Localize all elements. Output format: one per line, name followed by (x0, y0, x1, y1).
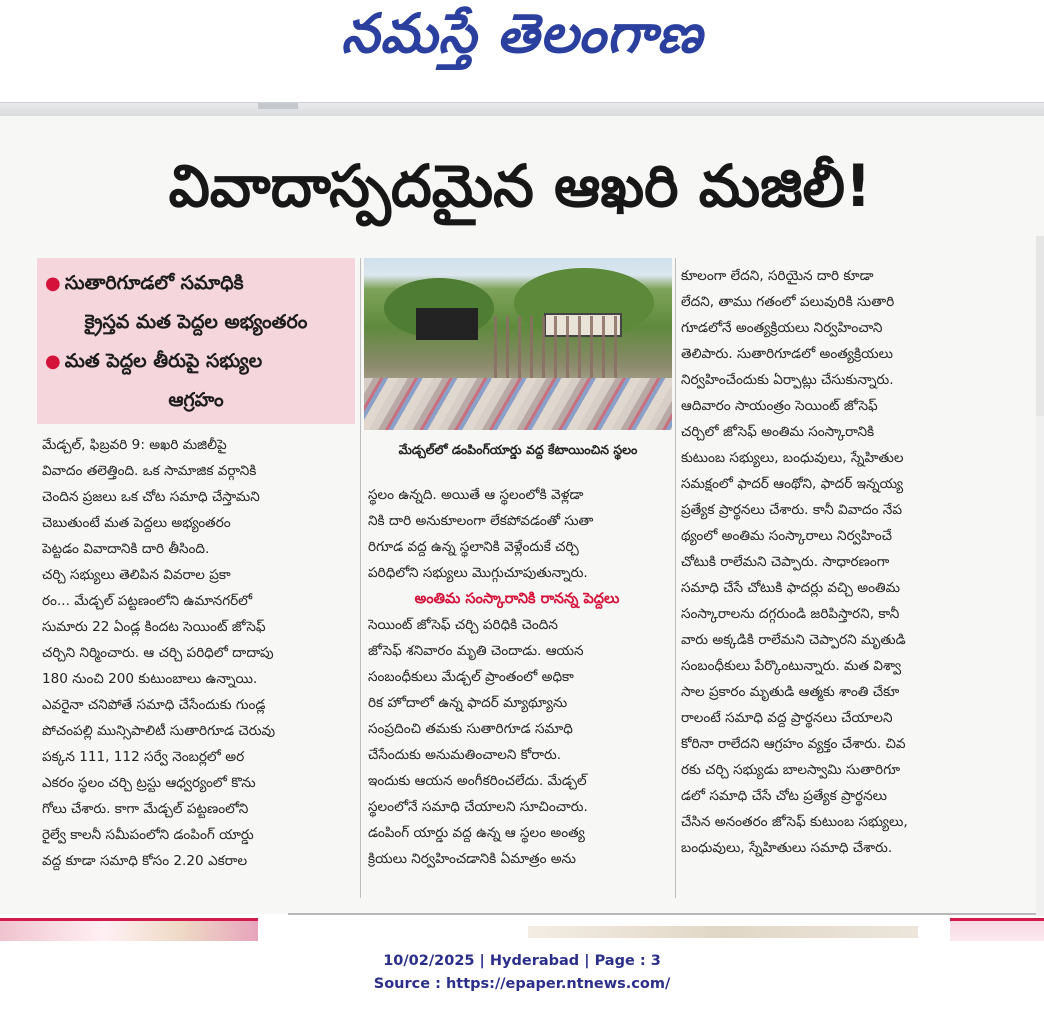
text-line: డలో సమాధి చేసే చోట ప్రత్యేక ప్రార్థనలు (681, 788, 887, 804)
bullet-icon: ● (45, 273, 61, 294)
newspaper-logo: నమస్తే తెలంగాణ (341, 2, 703, 65)
text-line: చెందిన ప్రజలు ఒక చోట సమాధి చేస్తామని (42, 489, 260, 505)
text-line: రకు చర్చి సభ్యుడు బాలస్వామి సుతారిగూ (681, 762, 901, 778)
text-line: తెలిపారు. సుతారిగూడలో అంత్యక్రియలు (681, 346, 893, 362)
text-line: జోసెఫ్ శనివారం మృతి చెందాడు. ఆయన (368, 643, 584, 659)
footer-date-line: 10/02/2025 | Hyderabad | Page : 3 (383, 953, 661, 969)
text-line: ఇందుకు ఆయన అంగీకరించలేదు. మేడ్చల్ (368, 773, 587, 789)
top-rule-bar (0, 102, 1044, 117)
text-line: క్రియలు నిర్వహించడానికి ఏమాత్రం అను (368, 851, 576, 867)
text-line: నిర్వహించేందుకు ఏర్పాట్లు చేసుకున్నారు. (681, 372, 894, 388)
column-divider (675, 258, 676, 898)
text-line: చేసేందుకు అనుమతించాలని కోరారు. (368, 747, 562, 763)
text-line: రైల్వే కాలనీ సమీపంలోని డంపింగ్ యార్డు (42, 827, 254, 843)
text-line: ఎకరం స్థలం చర్చి ట్రస్టు ఆధ్వర్యంలో కొను (42, 775, 256, 791)
text-line: లేదని, తాము గతంలో పలువురికి సుతారి (681, 294, 895, 310)
text-line: గూడలోనే అంత్యక్రియలు నిర్వహించాని (681, 320, 883, 336)
text-line: పెట్టడం వివాదానికి దారి తీసింది. (42, 541, 210, 557)
text-line: పక్కన 111, 112 సర్వే నెంబర్లలో అర (42, 749, 245, 765)
highlight-line: ఆగ్రహం (168, 389, 224, 411)
page-edge-strip (1036, 416, 1044, 916)
highlights-box (37, 258, 355, 424)
text-line: రం... మేడ్చల్ పట్టణంలోని ఉమానగర్‌లో (42, 593, 253, 609)
text-line: చర్చిలో జోసెఫ్ అంతిమ సంస్కారానికి (681, 424, 875, 440)
text-line: కోరినా రాలేదని ఆగ్రహం వ్యక్తం చేశారు. చివ (681, 736, 906, 752)
text-line: రిగూడ వద్ద ఉన్న స్థలానికి వెళ్లేందుకే చర్చి (368, 539, 579, 555)
text-line: కూలంగా లేదని, సరియైన దారి కూడా (681, 268, 874, 284)
column-divider (360, 258, 361, 898)
photo-caption: మేడ్చల్‌లో డంపింగ్‌యార్డు వద్ద కేటాయించిన స్థలం (398, 442, 638, 457)
text-line: మేడ్చల్, ఫిబ్రవరి 9: అఖరి మజిలీపై (42, 437, 227, 453)
text-line: చర్చి సభ్యులు తెలిపిన వివరాల ప్రకా (42, 567, 231, 583)
text-line: గోలు చేశారు. కాగా మేడ్చల్ పట్టణంలోని (42, 801, 249, 817)
text-line: రిక హోదాలో ఉన్న ఫాదర్ మ్యాథ్యూను (368, 695, 568, 711)
text-line: వద్ద కూడా సమాధి కోసం 2.20 ఎకరాల (42, 853, 248, 869)
article-column-3 (681, 263, 981, 861)
text-line: డంపింగ్ యార్డు వద్ద ఉన్న ఆ స్థలం అంత్య (368, 825, 585, 841)
text-line: పరిధిలోని సభ్యులు మొగ్గుచూపుతున్నారు. (368, 565, 588, 581)
text-line: ఆదివారం సాయంత్రం సెయింట్ జోసెఫ్ (681, 398, 878, 414)
text-line: ప్రత్యేక ప్రార్థనలు చేశారు. కానీ వివాదం నేప (681, 502, 902, 518)
bottom-rule (288, 913, 1036, 915)
text-line: సమక్షంలో ఫాదర్ ఆంథోని, ఫాదర్ ఇన్నయ్య (681, 476, 904, 492)
text-line: చేసిన అనంతరం జోసెఫ్ కుటుంబ సభ్యులు, (681, 814, 908, 830)
article-column-1 (42, 432, 354, 874)
text-line: వివాదం తలెత్తింది. ఒక సామాజిక వర్గానికి (42, 463, 257, 479)
article-headline: వివాదాస్పదమైన ఆఖరి మజిలీ! (168, 152, 872, 220)
highlight-line: ● సుతారిగూడలో సమాధికి (45, 272, 244, 294)
text-line: చోటుకి రాలేమని చెప్పారు. సాధారణంగా (681, 554, 890, 570)
text-line: సంప్రదించి తమకు సుతారిగూడ సమాధి (368, 721, 573, 737)
text-line: సుమారు 22 ఏండ్ల కిందట సెయింట్ జోసెఫ్ (42, 619, 266, 635)
page-edge-strip (1036, 236, 1044, 416)
article-column-2 (368, 482, 666, 872)
article-subheading: అంతిమ సంస్కారానికి రానన్న పెద్దలు (414, 591, 620, 607)
text-line: పోచంపల్లి మున్సిపాలిటీ సుతారిగూడ చెరువు (42, 723, 276, 739)
text-line: రాలంటే సమాధి వద్ద ప్రార్థనలు చేయాలని (681, 710, 893, 726)
footer-source-link[interactable]: Source : https://epaper.ntnews.com/ (373, 976, 671, 992)
text-line: 180 నుంచి 200 కుటుంబాలు ఉన్నాయి. (42, 671, 258, 687)
text-line: స్థలంలోనే సమాధి చేయాలని సూచించారు. (368, 799, 588, 815)
text-line: సంబంధీకులు మేడ్చల్ ప్రాంతంలో అధికా (368, 669, 574, 685)
highlight-line: ● మత పెద్దల తీరుపై సభ్యుల (45, 350, 263, 372)
text-line: సంస్కారాలను దగ్గరుండి జరిపిస్తారని, కానీ (681, 606, 900, 622)
text-line: సెయింట్ జోసెఫ్ చర్చి పరిధికి చెందిన (368, 617, 558, 633)
masthead (0, 0, 1044, 102)
text-line: ఎవరైనా చనిపోతే సమాధి చేసేందుకు గుండ్ల (42, 697, 266, 713)
text-line: నికి దారి అనుకూలంగా లేకపోవడంతో సుతా (368, 513, 594, 529)
advertisement-strip-right (950, 918, 1044, 941)
page-footer (0, 950, 1044, 996)
dumping-yard-photo (364, 258, 672, 430)
highlight-line: క్రైస్తవ మత పెద్దల అభ్యంతరం (84, 311, 308, 333)
text-line: సాల ప్రకారం మృతుడి ఆత్మకు శాంతి చేకూ (681, 684, 900, 700)
text-line: సమాధి చేసే చోటుకి ఫాదర్లు వచ్చి అంతిమ (681, 580, 900, 596)
advertisement-strip-left (0, 918, 258, 941)
text-line: థ్యంలో అంతిమ సంస్కారాలు నిర్వహించే (681, 528, 892, 544)
text-line: వారు అక్కడికి రాలేమని చెప్పారని మృతుడి (681, 632, 906, 648)
text-line: కుటుంబ సభ్యులు, బంధువులు, స్నేహితుల (681, 450, 904, 466)
text-line: చర్చిని నిర్మించారు. ఆ చర్చి పరిధిలో దాదాపు (42, 645, 274, 661)
text-line: బంధువులు, స్నేహితులు సమాధి చేశారు. (681, 840, 893, 856)
text-line: చెబుతుంటే మత పెద్దలు అభ్యంతరం (42, 515, 231, 531)
advertisement-strip-middle (528, 926, 918, 938)
text-line: స్థలం ఉన్నది. అయితే ఆ స్థలంలోకి వెళ్లడా (368, 487, 584, 503)
bullet-icon: ● (45, 351, 61, 372)
text-line: సంబంధీకులు పేర్కొంటున్నారు. మత విశ్వా (681, 658, 902, 674)
